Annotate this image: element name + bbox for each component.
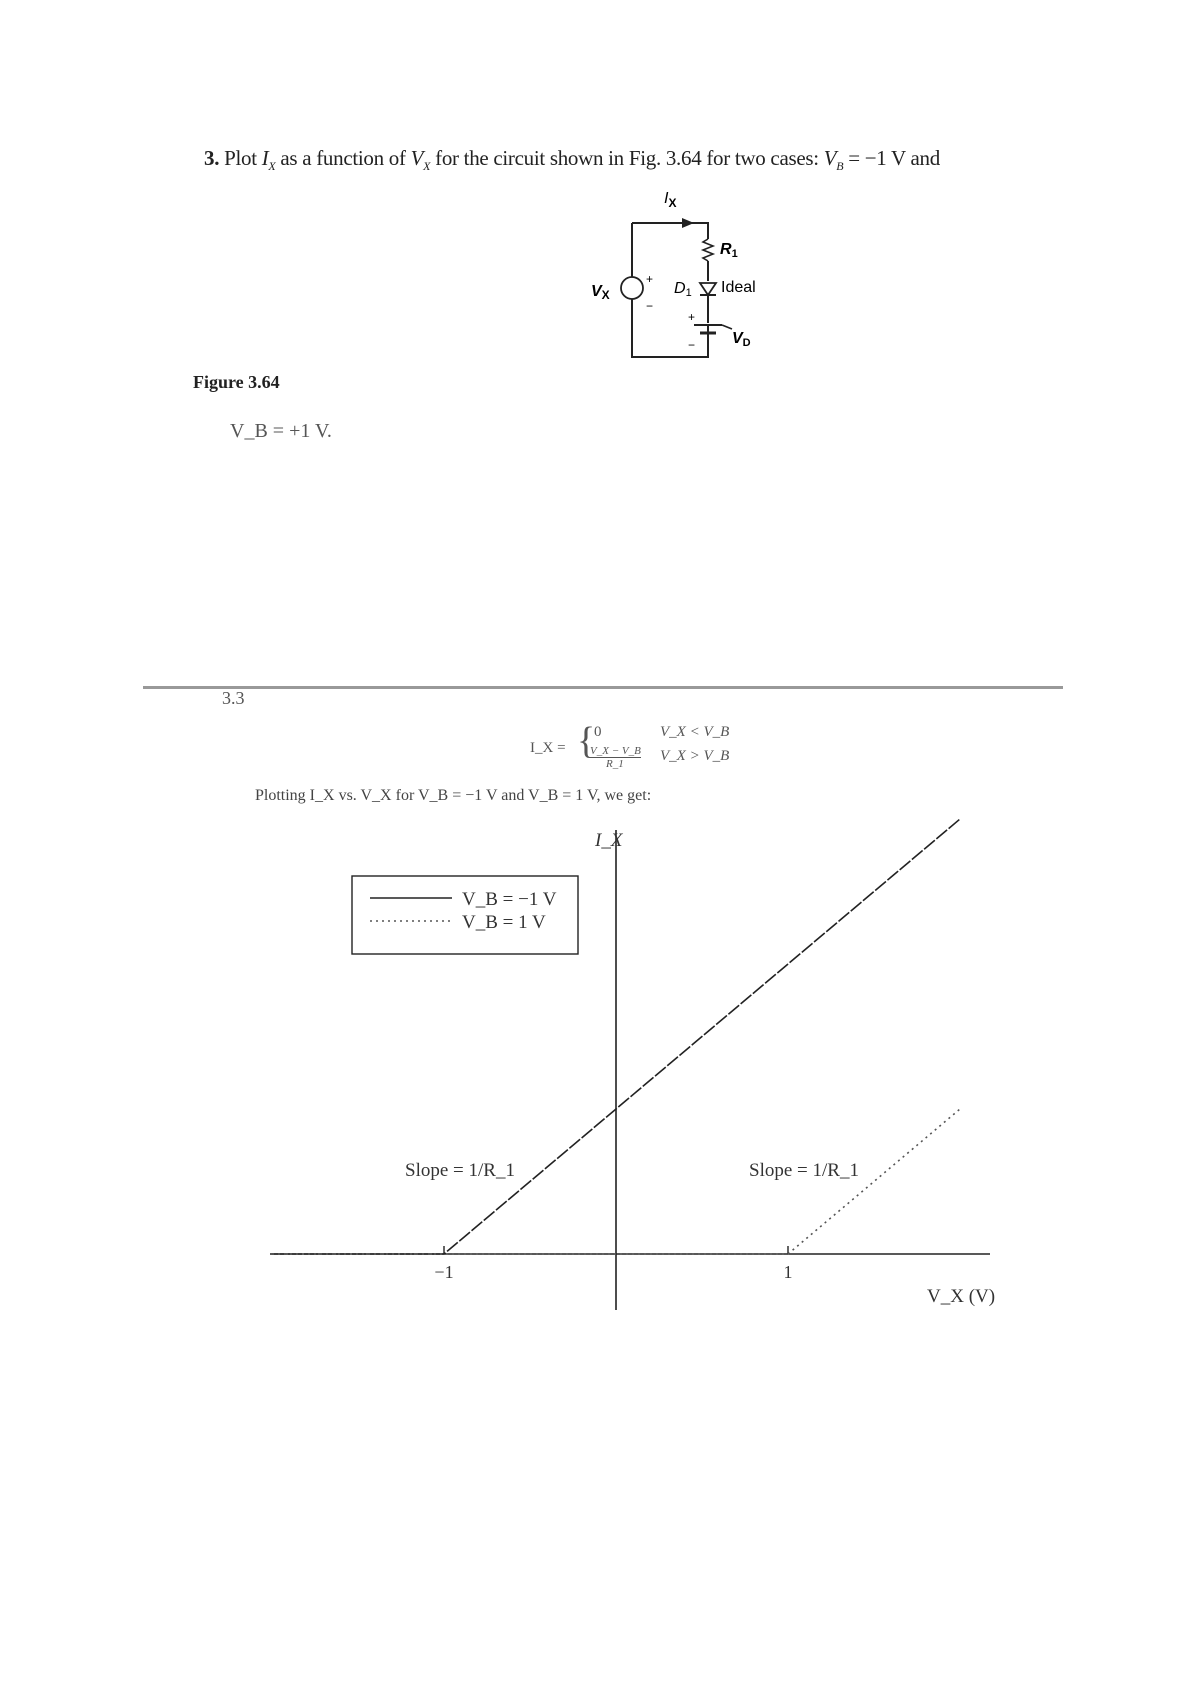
ix-label: $I_X$ <box>664 190 677 210</box>
problem-text: for the circuit shown in Fig. 3.64 for two cases: <box>435 146 819 170</box>
source-plus: + <box>646 272 654 286</box>
vb-symbol: V <box>823 146 837 170</box>
slope-annotation: Slope = 1/R_1 <box>405 1160 515 1181</box>
d1-label: D1 <box>674 280 692 299</box>
chart-legend <box>352 876 578 954</box>
ix-sub: X <box>268 159 276 174</box>
section-number: 3.3 <box>222 688 245 708</box>
problem-text: as a function of <box>280 146 406 170</box>
equation-lhs: I_X = <box>530 740 566 756</box>
legend-label: V_B = 1 V <box>462 912 546 933</box>
case2-denominator: R_1 <box>606 758 624 770</box>
problem-text: Plot <box>224 146 257 170</box>
vx-label: VX <box>591 283 610 302</box>
x-tick-label: −1 <box>434 1262 454 1282</box>
y-axis-label: I_X <box>595 830 623 851</box>
legend-label: V_B = −1 V <box>462 889 557 910</box>
problem-number: 3. <box>204 146 220 170</box>
case2-numerator: V_X − V_B <box>590 745 641 757</box>
brace-icon: { <box>577 720 596 762</box>
case2-condition: V_X > V_B <box>660 748 730 764</box>
case1-condition: V_X < V_B <box>660 724 730 740</box>
vd-label: VD <box>732 330 751 349</box>
r1-label: R1 <box>720 241 738 260</box>
problem-text: = −1 V and <box>848 146 940 170</box>
case1-value: 0 <box>594 724 602 740</box>
ix-symbol: I <box>261 146 269 170</box>
battery-plus: + <box>688 310 696 324</box>
vx-sub: X <box>423 159 431 174</box>
figure-caption: Figure 3.64 <box>193 372 280 392</box>
vb-sub: B <box>836 159 844 174</box>
slope-annotation: Slope = 1/R_1 <box>749 1160 859 1181</box>
x-tick-label: 1 <box>783 1262 793 1282</box>
x-axis-label: V_X (V) <box>927 1286 996 1307</box>
vx-symbol: V <box>410 146 424 170</box>
ideal-label: Ideal <box>721 279 756 296</box>
continuation-text: V_B = +1 V. <box>230 420 332 442</box>
source-minus: − <box>646 299 654 313</box>
battery-minus: − <box>688 338 696 352</box>
plot-intro-text: Plotting I_X vs. V_X for V_B = −1 V and V_B = 1 V, we get: <box>255 787 652 804</box>
